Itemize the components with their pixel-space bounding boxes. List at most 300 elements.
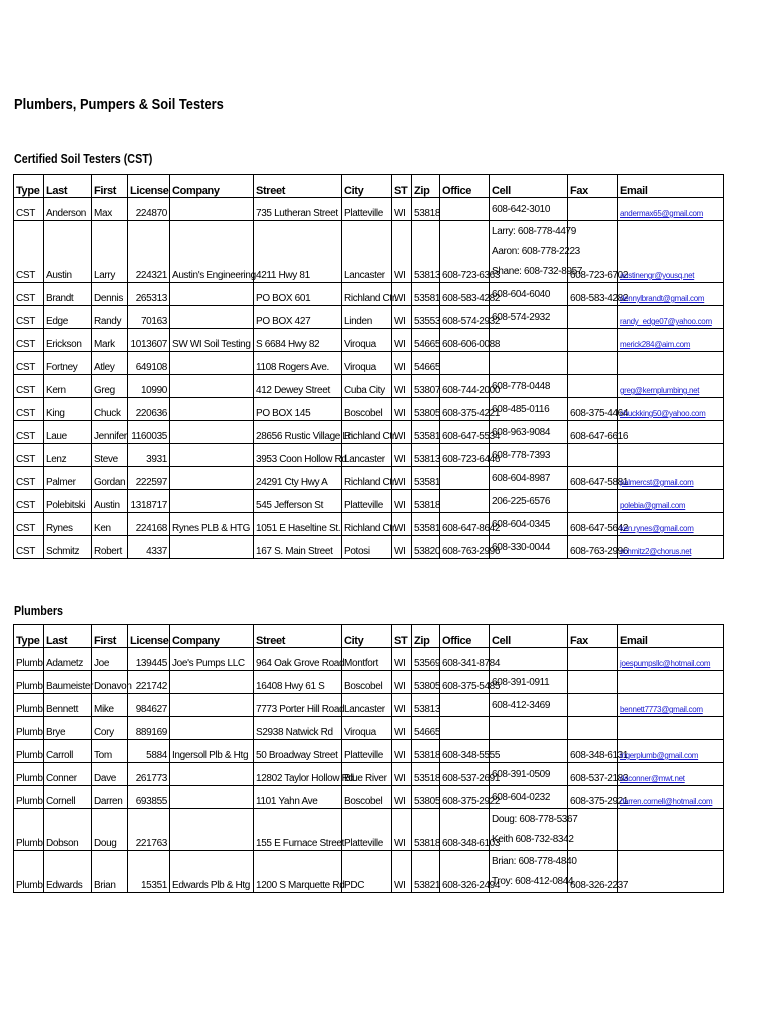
cell-fax: 608-647-6616 [568, 421, 618, 444]
cell-zip: 53813 [412, 221, 440, 283]
cell-type: Plumb [14, 717, 44, 740]
cell-first: Max [92, 198, 128, 221]
cell-street: 12802 Taylor Hollow Rd. [254, 763, 342, 786]
cell-office [440, 352, 490, 375]
cell-street: 1108 Rogers Ave. [254, 352, 342, 375]
cell-cell [490, 763, 568, 786]
cell-email[interactable]: andermax65@gmail.com [618, 198, 724, 221]
cell-email[interactable]: bennett7773@gmail.com [618, 694, 724, 717]
cell-type: CST [14, 306, 44, 329]
cell-city: Cuba City [342, 375, 392, 398]
cell-cell [490, 786, 568, 809]
cell-type: CST [14, 513, 44, 536]
cell-license: 220636 [128, 398, 170, 421]
table-row [14, 513, 724, 536]
cell-fax: 608-763-2996 [568, 536, 618, 559]
cell-type: Plumb [14, 694, 44, 717]
cell-company [170, 283, 254, 306]
cell-last: Edge [44, 306, 92, 329]
table-row [14, 536, 724, 559]
cell-first: Robert [92, 536, 128, 559]
cell-phone-line: 206-225-6576 [492, 496, 551, 507]
table-row [14, 375, 724, 398]
cell-company [170, 421, 254, 444]
cell-phone-line: 608-963-9084 [492, 427, 551, 438]
cell-fax [568, 329, 618, 352]
table-row [14, 809, 724, 851]
cell-license: 265313 [128, 283, 170, 306]
cell-street: 964 Oak Grove Road [254, 648, 342, 671]
cell-city: Boscobel [342, 671, 392, 694]
cell-fax [568, 306, 618, 329]
cell-first: Ken [92, 513, 128, 536]
cell-email[interactable]: randy_edge07@yahoo.com [618, 306, 724, 329]
cell-phone-line: 608-604-0345 [492, 519, 551, 530]
cell-license: 984627 [128, 694, 170, 717]
cell-first: Atley [92, 352, 128, 375]
cell-fax [568, 352, 618, 375]
cell-phone-line: 608-778-7393 [492, 450, 551, 461]
cell-fax: 608-375-2921 [568, 786, 618, 809]
cell-office: 608-375-5485 [440, 671, 490, 694]
cell-email[interactable]: chuckking50@yahoo.com [618, 398, 724, 421]
cell-email[interactable]: schmitz2@chorus.net [618, 536, 724, 559]
cell-fax: 608-326-2237 [568, 851, 618, 893]
cell-type: CST [14, 352, 44, 375]
cell-phone-line: 608-604-8987 [492, 473, 551, 484]
cell-phone-line [492, 354, 565, 374]
cell-company [170, 444, 254, 467]
cell-phone-line: Keith 608-732-8342 [492, 834, 574, 845]
cell-first: Tom [92, 740, 128, 763]
cell-city: Boscobel [342, 398, 392, 421]
cell-first: Cory [92, 717, 128, 740]
soil-testers-table [13, 174, 724, 559]
cell-st: WI [392, 513, 412, 536]
cell-company [170, 536, 254, 559]
cell-street: 412 Dewey Street [254, 375, 342, 398]
cell-license: 222597 [128, 467, 170, 490]
column-header-last: Last [44, 625, 92, 648]
cell-zip: 53807 [412, 375, 440, 398]
column-header-cell: Cell [490, 625, 568, 648]
cell-phone-line: 608-391-0509 [492, 769, 551, 780]
cell-email [618, 444, 724, 467]
cell-last: Bennett [44, 694, 92, 717]
cell-city: Platteville [342, 198, 392, 221]
table-row [14, 329, 724, 352]
cell-city: Linden [342, 306, 392, 329]
cell-phone-line: Doug: 608-778-5367 [492, 814, 578, 825]
cell-zip: 53805 [412, 398, 440, 421]
cell-company [170, 717, 254, 740]
cell-first: Gordan [92, 467, 128, 490]
table-row [14, 221, 724, 283]
cell-zip: 54665 [412, 329, 440, 352]
cell-zip: 53581 [412, 283, 440, 306]
cell-last: Palmer [44, 467, 92, 490]
cell-zip: 53813 [412, 694, 440, 717]
cell-cell [490, 467, 568, 490]
cell-license: 889169 [128, 717, 170, 740]
table-row [14, 851, 724, 893]
cell-st: WI [392, 444, 412, 467]
cell-email [618, 717, 724, 740]
column-header-company: Company [170, 175, 254, 198]
cell-zip: 53581 [412, 467, 440, 490]
cell-last: Kern [44, 375, 92, 398]
cell-first: Brian [92, 851, 128, 893]
cell-office: 608-537-2691 [440, 763, 490, 786]
cell-st: WI [392, 421, 412, 444]
cell-office: 608-348-6103 [440, 809, 490, 851]
cell-type: CST [14, 398, 44, 421]
cell-type: CST [14, 536, 44, 559]
cell-phone-line: 608-778-0448 [492, 381, 551, 392]
cell-st: WI [392, 467, 412, 490]
cell-last: Dobson [44, 809, 92, 851]
cell-cell [490, 329, 568, 352]
column-header-city: City [342, 175, 392, 198]
cell-city: Boscobel [342, 786, 392, 809]
cell-email[interactable]: austinengr@yousq.net [618, 221, 724, 283]
cell-phone-line: 608-330-0044 [492, 542, 551, 553]
cell-phone-line: Troy: 608-412-0844 [492, 876, 574, 887]
cell-cell [490, 740, 568, 763]
cell-city: Platteville [342, 809, 392, 851]
cell-st: WI [392, 490, 412, 513]
column-header-license: License [128, 625, 170, 648]
cell-street: 1200 S Marquette Rd [254, 851, 342, 893]
cell-fax: 608-647-5881 [568, 467, 618, 490]
cell-street: 3953 Coon Hollow Rd [254, 444, 342, 467]
cell-phone-line: 608-391-0911 [492, 677, 550, 688]
cell-email[interactable]: dennylbrandt@gmail.com [618, 283, 724, 306]
cell-last: Lenz [44, 444, 92, 467]
cell-phone-line [492, 650, 565, 670]
column-header-fax: Fax [568, 625, 618, 648]
table-row [14, 648, 724, 671]
cell-last: Austin [44, 221, 92, 283]
cell-phone-line: 608-604-6040 [492, 289, 551, 300]
cell-license: 70163 [128, 306, 170, 329]
table-row [14, 694, 724, 717]
cell-phone-line: Brian: 608-778-4840 [492, 856, 577, 867]
cell-zip: 53581 [412, 513, 440, 536]
cell-company [170, 198, 254, 221]
cell-type: CST [14, 221, 44, 283]
cell-fax [568, 671, 618, 694]
cell-cell [490, 513, 568, 536]
cell-city: Richland Ctr. [342, 513, 392, 536]
cell-company: Rynes PLB & HTG [170, 513, 254, 536]
cell-fax: 608-723-6702 [568, 221, 618, 283]
cell-office: 608-647-8642 [440, 513, 490, 536]
cell-zip: 53818 [412, 740, 440, 763]
table-row [14, 352, 724, 375]
cell-email[interactable]: darren.cornell@hotmail.com [618, 786, 724, 809]
table-row [14, 763, 724, 786]
cell-city: Blue River [342, 763, 392, 786]
cell-company [170, 809, 254, 851]
cell-company [170, 786, 254, 809]
cell-st: WI [392, 851, 412, 893]
cell-city: Montfort [342, 648, 392, 671]
cell-type: Plumb [14, 809, 44, 851]
cell-st: WI [392, 221, 412, 283]
cell-type: Plumb [14, 648, 44, 671]
cell-st: WI [392, 763, 412, 786]
cell-license: 139445 [128, 648, 170, 671]
cell-office: 608-723-6446 [440, 444, 490, 467]
cell-office: 608-744-2000 [440, 375, 490, 398]
cell-office: 608-723-6363 [440, 221, 490, 283]
cell-phone-line: 608-485-0116 [492, 404, 550, 415]
cell-first: Mike [92, 694, 128, 717]
cell-st: WI [392, 306, 412, 329]
cell-fax: 608-537-2183 [568, 763, 618, 786]
cell-email[interactable]: ken.rynes@gmail.com [618, 513, 724, 536]
column-header-office: Office [440, 175, 490, 198]
cell-street: 50 Broadway Street [254, 740, 342, 763]
cell-last: Brye [44, 717, 92, 740]
table-row [14, 306, 724, 329]
column-header-zip: Zip [412, 175, 440, 198]
cell-license: 261773 [128, 763, 170, 786]
cell-company [170, 694, 254, 717]
cell-fax [568, 198, 618, 221]
cell-office: 608-606-0088 [440, 329, 490, 352]
cell-first: Greg [92, 375, 128, 398]
cell-cell [490, 717, 568, 740]
cell-email [618, 671, 724, 694]
cell-last: Fortney [44, 352, 92, 375]
header-row [14, 625, 724, 648]
cell-company [170, 306, 254, 329]
cell-first: Austin [92, 490, 128, 513]
cell-city: Lancaster [342, 444, 392, 467]
cell-email[interactable]: merick284@aim.com [618, 329, 724, 352]
cell-zip: 53818 [412, 490, 440, 513]
cell-cell [490, 536, 568, 559]
cell-license: 4337 [128, 536, 170, 559]
cell-phone-line: 608-642-3010 [492, 204, 551, 215]
cell-email[interactable]: palmercst@gmail.com [618, 467, 724, 490]
cell-office [440, 694, 490, 717]
table-row [14, 398, 724, 421]
cell-zip: 53820 [412, 536, 440, 559]
column-header-street: Street [254, 175, 342, 198]
table-row [14, 786, 724, 809]
cell-email[interactable]: polebia@gmail.com [618, 490, 724, 513]
cell-street: 155 E Furnace Street [254, 809, 342, 851]
cell-last: Adametz [44, 648, 92, 671]
column-header-email: Email [618, 175, 724, 198]
column-header-fax: Fax [568, 175, 618, 198]
cell-first: Chuck [92, 398, 128, 421]
cell-st: WI [392, 694, 412, 717]
cell-last: Carroll [44, 740, 92, 763]
cell-cell [490, 809, 578, 851]
cell-street: 7773 Porter Hill Road [254, 694, 342, 717]
cell-company: Edwards Plb & Htg [170, 851, 254, 893]
cell-zip: 53553 [412, 306, 440, 329]
cell-first: Dave [92, 763, 128, 786]
cell-zip: 54665 [412, 717, 440, 740]
cell-phone-line: Shane: 608-732-8957 [492, 266, 583, 277]
table-row [14, 740, 724, 763]
cell-city: Viroqua [342, 329, 392, 352]
cell-first: Dennis [92, 283, 128, 306]
cell-city: Richland Ctr. [342, 467, 392, 490]
cell-cell [490, 671, 568, 694]
cell-email[interactable]: daconner@mwt.net [618, 763, 724, 786]
cell-last: Polebitski [44, 490, 92, 513]
cell-type: CST [14, 329, 44, 352]
cell-zip: 53805 [412, 671, 440, 694]
cell-office: 608-326-2494 [440, 851, 490, 893]
cell-first: Donavon [92, 671, 128, 694]
cell-phone-line [492, 742, 565, 762]
cell-type: CST [14, 375, 44, 398]
cell-office: 608-375-2922 [440, 786, 490, 809]
cell-license: 5884 [128, 740, 170, 763]
cell-cell [490, 198, 568, 221]
cell-street: 1101 Yahn Ave [254, 786, 342, 809]
column-header-city: City [342, 625, 392, 648]
cell-last: Anderson [44, 198, 92, 221]
cell-street: 1051 E Haseltine St. [254, 513, 342, 536]
cell-fax [568, 648, 618, 671]
cell-cell [490, 648, 568, 671]
cell-fax: 608-348-6131 [568, 740, 618, 763]
cell-type: CST [14, 490, 44, 513]
cell-type: CST [14, 198, 44, 221]
cell-company [170, 490, 254, 513]
cell-fax [568, 490, 618, 513]
column-header-first: First [92, 175, 128, 198]
cell-zip: 53821 [412, 851, 440, 893]
cell-email[interactable]: joespumpsllc@hotmail.com [618, 648, 724, 671]
cell-phone-line: 608-604-0232 [492, 792, 551, 803]
cell-street: S2938 Natwick Rd [254, 717, 342, 740]
cell-type: Plumb [14, 851, 44, 893]
cell-st: WI [392, 740, 412, 763]
cell-st: WI [392, 717, 412, 740]
column-header-st: ST [392, 175, 412, 198]
cell-license: 221742 [128, 671, 170, 694]
cell-type: Plumb [14, 740, 44, 763]
cell-license: 649108 [128, 352, 170, 375]
cell-email [618, 809, 724, 851]
cell-office [440, 467, 490, 490]
header-row [14, 175, 724, 198]
cell-city: Viroqua [342, 717, 392, 740]
cell-st: WI [392, 329, 412, 352]
table-row [14, 717, 724, 740]
cell-license: 15351 [128, 851, 170, 893]
cell-zip: 53818 [412, 198, 440, 221]
cell-st: WI [392, 809, 412, 851]
cell-st: WI [392, 786, 412, 809]
cell-first: Randy [92, 306, 128, 329]
cell-last: Erickson [44, 329, 92, 352]
cell-zip: 54665 [412, 352, 440, 375]
cell-zip: 53805 [412, 786, 440, 809]
cell-street: PO BOX 427 [254, 306, 342, 329]
cell-zip: 53581 [412, 421, 440, 444]
cell-fax [568, 694, 618, 717]
cell-company: Ingersoll Plb & Htg [170, 740, 254, 763]
cell-last: Cornell [44, 786, 92, 809]
cell-street: 735 Lutheran Street [254, 198, 342, 221]
cell-cell [490, 421, 568, 444]
column-header-street: Street [254, 625, 342, 648]
cell-office [440, 717, 490, 740]
cell-fax: 608-375-4464 [568, 398, 618, 421]
cell-company: SW WI Soil Testing [170, 329, 254, 352]
cell-first: Mark [92, 329, 128, 352]
cell-street: 28656 Rustic Village Ln. [254, 421, 342, 444]
cell-license: 3931 [128, 444, 170, 467]
cell-street: 16408 Hwy 61 S [254, 671, 342, 694]
cell-cell [490, 490, 568, 513]
column-header-license: License [128, 175, 170, 198]
cell-type: CST [14, 283, 44, 306]
cell-type: Plumb [14, 763, 44, 786]
cell-street: PO BOX 601 [254, 283, 342, 306]
cell-st: WI [392, 648, 412, 671]
cell-fax [568, 375, 618, 398]
page-title: Plumbers, Pumpers & Soil Testers [14, 96, 224, 113]
cell-street: 4211 Hwy 81 [254, 221, 342, 283]
cell-last: King [44, 398, 92, 421]
table-row [14, 283, 724, 306]
cell-email[interactable]: ingerplumb@gmail.com [618, 740, 724, 763]
cell-st: WI [392, 536, 412, 559]
cell-first: Joe [92, 648, 128, 671]
cell-first: Darren [92, 786, 128, 809]
cell-email [618, 851, 724, 893]
table-row [14, 671, 724, 694]
cell-zip: 53569 [412, 648, 440, 671]
cell-type: CST [14, 421, 44, 444]
cell-office: 608-574-2932 [440, 306, 490, 329]
cell-license: 224321 [128, 221, 170, 283]
cell-st: WI [392, 671, 412, 694]
cell-city: Viroqua [342, 352, 392, 375]
cell-street: 167 S. Main Street [254, 536, 342, 559]
cell-st: WI [392, 283, 412, 306]
cell-cell [490, 398, 568, 421]
cell-license: 1160035 [128, 421, 170, 444]
cell-last: Rynes [44, 513, 92, 536]
cell-license: 224870 [128, 198, 170, 221]
cell-license: 1318717 [128, 490, 170, 513]
cell-zip: 53818 [412, 809, 440, 851]
cell-company [170, 467, 254, 490]
cell-last: Edwards [44, 851, 92, 893]
cell-city: Lancaster [342, 221, 392, 283]
cell-phone-line: Aaron: 608-778-2223 [492, 246, 580, 257]
column-header-zip: Zip [412, 625, 440, 648]
cell-zip: 53518 [412, 763, 440, 786]
cell-st: WI [392, 198, 412, 221]
cell-cell [490, 283, 568, 306]
cell-email[interactable]: greg@kernplumbing.net [618, 375, 724, 398]
cell-email [618, 352, 724, 375]
cell-cell [490, 221, 583, 283]
